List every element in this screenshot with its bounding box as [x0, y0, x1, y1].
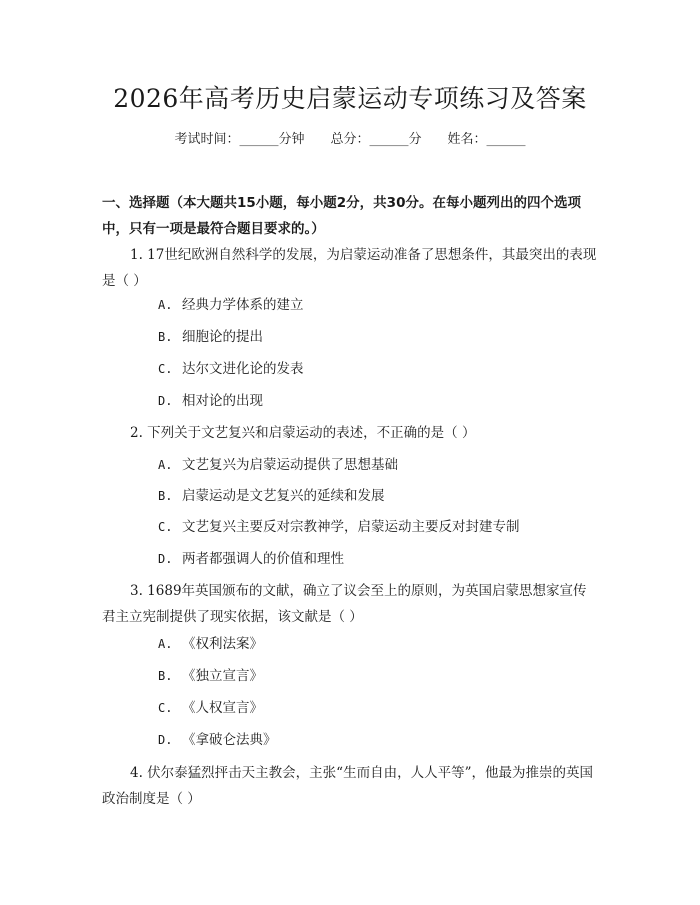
- question-3-option-d: D. 《拿破仑法典》: [158, 732, 277, 748]
- question-1-option-c: C. 达尔文进化论的发表: [158, 361, 304, 377]
- section-heading: 一、选择题（本大题共15小题，每小题2分，共30分。在每小题列出的四个选项中，只有一项是最符合题目要求的。）: [102, 195, 581, 237]
- question-2: [102, 420, 600, 446]
- exam-meta: [0, 131, 700, 149]
- student-name: 姓名：______: [447, 132, 526, 147]
- question-2-option-c: C. 文艺复兴主要反对宗教神学，启蒙运动主要反对封建专制: [158, 519, 520, 535]
- question-3: [102, 578, 600, 630]
- question-3-option-c: C. 《人权宣言》: [158, 700, 263, 716]
- question-3-option-a: A. 《权利法案》: [158, 636, 263, 652]
- document-title: 2026年高考历史启蒙运动专项练习及答案: [113, 84, 587, 113]
- question-3-option-b: B. 《独立宣言》: [158, 668, 263, 684]
- question-2-option-a: A. 文艺复兴为启蒙运动提供了思想基础: [158, 457, 398, 473]
- exam-score: 总分：______分: [330, 132, 422, 147]
- question-2-option-b: B. 启蒙运动是文艺复兴的延续和发展: [158, 488, 385, 504]
- question-4-stem: 4. 伏尔泰猛烈抨击天主教会，主张“生而自由，人人平等”，他最为推崇的英国政治制度是（ ）: [102, 765, 593, 807]
- question-4: [102, 760, 600, 812]
- question-3-stem: 3. 1689年英国颁布的文献，确立了议会至上的原则，为英国启蒙思想家宣传君主立宪制提供了现实依据，该文献是（ ）: [102, 583, 587, 625]
- question-2-option-d: D. 两者都强调人的价值和理性: [158, 551, 344, 567]
- exam-time: 考试时间：______分钟: [174, 132, 305, 147]
- question-2-stem: 2. 下列关于文艺复兴和启蒙运动的表述，不正确的是（ ）: [130, 425, 476, 441]
- question-1-option-b: B. 细胞论的提出: [158, 329, 263, 345]
- question-1-option-d: D. 相对论的出现: [158, 393, 263, 409]
- question-1-stem: 1. 17世纪欧洲自然科学的发展，为启蒙运动准备了思想条件，其最突出的表现是（ ）: [102, 247, 597, 289]
- question-1: [102, 242, 600, 294]
- question-1-option-a: A. 经典力学体系的建立: [158, 297, 304, 313]
